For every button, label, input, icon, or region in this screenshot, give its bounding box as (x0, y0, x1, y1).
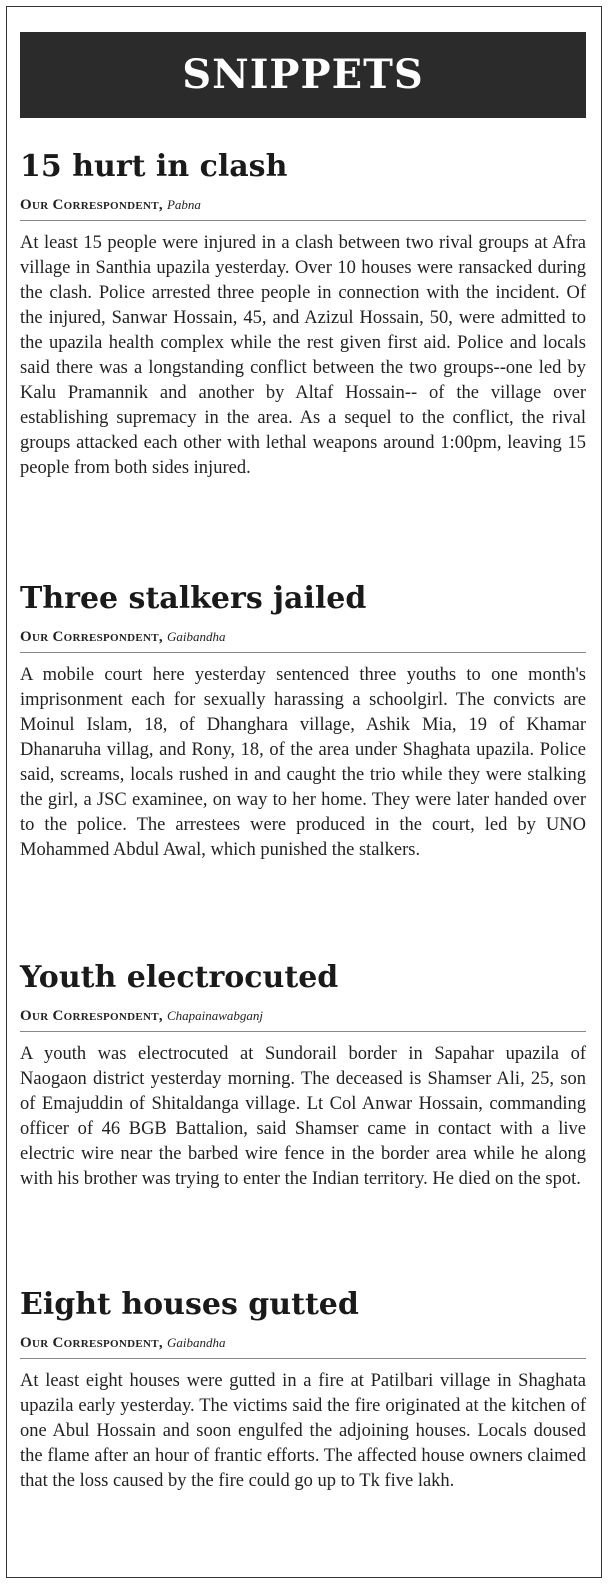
byline-place: Pabna (166, 197, 201, 212)
section-banner: SNIPPETS (20, 32, 586, 118)
story-stalkers (20, 582, 586, 863)
story-byline (20, 1333, 586, 1359)
byline-correspondent: Our Correspondent, (20, 1335, 163, 1351)
story-headline: Three stalkers jailed (20, 581, 367, 616)
story-byline (20, 195, 586, 221)
byline-place: Gaibandha (166, 1335, 226, 1350)
story-body: A mobile court here yesterday sentenced three youths to one month's imprisonment each for sexually harassing a schoolgirl. The convicts are Moinul Islam, 18, of Dhanghara village, Ashik Mia, 19 of Khamar Dhanaruha villag, and Rony, 18, of the area under Shaghata upazila. Police said, screams, locals rushed in and caught the trio while they were stalking the girl, a JSC examinee, on way to her home. They were later handed over to the police. The arrestees were produced in the court, led by UNO Mohammed Abdul Awal, which punished the stalkers. (20, 665, 586, 860)
byline-correspondent: Our Correspondent, (20, 197, 163, 213)
story-headline: 15 hurt in clash (20, 149, 288, 184)
story-electrocuted (20, 961, 586, 1192)
story-headline: Eight houses gutted (20, 1287, 359, 1322)
story-clash (20, 150, 586, 481)
byline-correspondent: Our Correspondent, (20, 629, 163, 645)
story-body: At least 15 people were injured in a clash between two rival groups at Afra village in Santhia upazila yesterday. Over 10 houses were ransacked during the clash. Police arrested three people in connection with the incident. Of the injured, Sanwar Hossain, 45, and Azizul Hossain, 50, were admitted to the upazila health complex while the rest given first aid. Police and locals said there was a longstanding conflict between the two groups--one led by Kalu Pramannik and another by Altaf Hossain-- of the village over establishing supremacy in the area. As a sequel to the conflict, the rival groups attacked each other with lethal weapons around 1:00pm, leaving 15 people from both sides injured. (20, 233, 586, 478)
story-body: A youth was electrocuted at Sundorail border in Sapahar upazila of Naogaon district yesterday morning. The deceased is Shamser Ali, 25, son of Emajuddin of Shitaldanga village. Lt Col Anwar Hossain, commanding officer of 46 BGB Battalion, said Shamser came in contact with a live electric wire near the barbed wire fence in the border area while he along with his brother was trying to enter the Indian territory. He died on the spot. (20, 1044, 586, 1189)
story-houses-gutted (20, 1288, 586, 1494)
story-byline (20, 1006, 586, 1032)
byline-correspondent: Our Correspondent, (20, 1008, 163, 1024)
story-headline: Youth electrocuted (20, 960, 339, 995)
byline-place: Chapainawabganj (166, 1008, 264, 1023)
story-body: At least eight houses were gutted in a fire at Patilbari village in Shaghata upazila early yesterday. The victims said the fire originated at the kitchen of one Abul Hossain and soon engulfed the adjoining houses. Locals doused the flame after an hour of frantic efforts. The affected house owners claimed that the loss caused by the fire could go up to Tk five lakh. (20, 1371, 586, 1491)
story-byline (20, 627, 586, 653)
byline-place: Gaibandha (166, 629, 226, 644)
